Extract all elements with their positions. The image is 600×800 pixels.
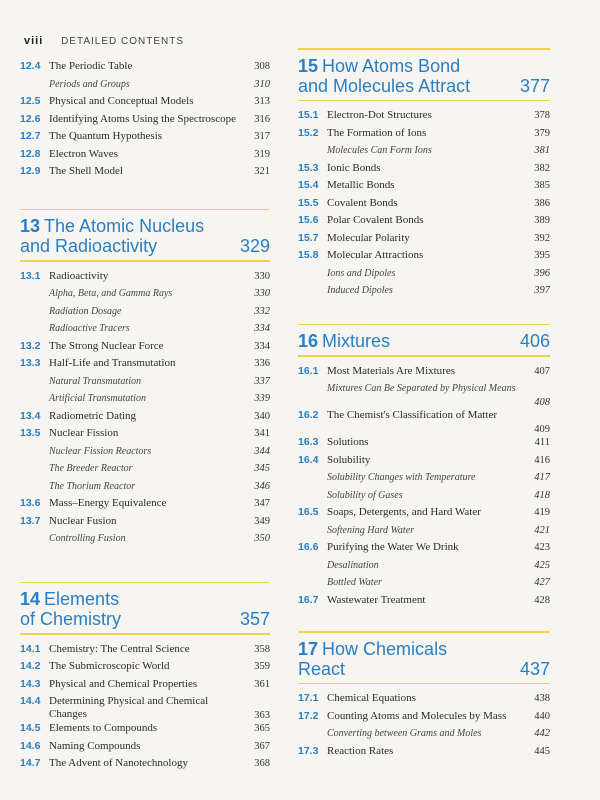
section-title: Induced Dipoles: [327, 285, 393, 296]
chapter-title-line1: The Atomic Nucleus: [44, 216, 205, 236]
section-title: Alpha, Beta, and Gamma Rays: [49, 288, 173, 299]
header-label: DETAILED CONTENTS: [61, 36, 185, 47]
section-title: Determining Physical and Chemical Changes: [49, 695, 209, 720]
chapter-title-line1: Elements: [44, 589, 120, 609]
section-page: 316: [254, 113, 270, 125]
toc-subentry[interactable]: [20, 78, 270, 96]
section-page: 379: [534, 127, 550, 139]
toc-entry[interactable]: [20, 660, 270, 678]
section-page: 395: [534, 250, 550, 261]
toc-entry[interactable]: [298, 214, 550, 232]
section-number: 15.2: [298, 126, 319, 139]
section-title: Molecular Polarity: [327, 231, 410, 244]
section-page: 350: [254, 533, 270, 544]
section-title: Solubility: [327, 453, 371, 466]
section-page: 427: [534, 577, 550, 588]
section-title: Most Materials Are Mixtures: [327, 364, 456, 377]
section-title: Periods and Groups: [49, 78, 130, 90]
section-page: 341: [254, 428, 270, 439]
section-page: 346: [254, 480, 270, 492]
toc-subentry[interactable]: [20, 392, 270, 410]
section-title: Molecular Attractions: [327, 249, 424, 261]
toc-subentry[interactable]: [20, 322, 270, 340]
section-page: 337: [254, 375, 270, 387]
section-title: Identifying Atoms Using the Spectroscope: [49, 112, 236, 125]
chapter-heading[interactable]: [20, 210, 270, 260]
section-number: 16.2: [298, 409, 319, 421]
chapter-entries: [298, 692, 550, 762]
section-number: 12.7: [20, 130, 41, 142]
section-number: 15.6: [298, 214, 319, 226]
chapter-page: 437: [519, 658, 550, 679]
toc-entry[interactable]: [20, 357, 270, 375]
section-number: 17.2: [298, 709, 319, 722]
chapter-bottom-rule: [20, 260, 270, 262]
chapter-bottom-rule: [20, 633, 270, 635]
chapter-heading[interactable]: [298, 325, 550, 355]
toc-subentry[interactable]: [298, 559, 550, 577]
toc-entry[interactable]: [298, 179, 550, 197]
section-page: 358: [254, 643, 270, 655]
section-page: 330: [254, 288, 270, 299]
toc-entry[interactable]: [20, 130, 270, 148]
page-number: viii: [24, 35, 44, 47]
section-title: Electron-Dot Structures: [327, 109, 432, 121]
toc-entry[interactable]: [298, 409, 550, 436]
section-page: 334: [254, 340, 270, 352]
section-number: 13.5: [20, 427, 41, 439]
section-title: Radioactivity: [49, 269, 109, 282]
chapter-14: [20, 582, 270, 775]
chapter-page: 377: [519, 75, 550, 96]
section-number: 13.1: [20, 269, 41, 282]
section-title: Solubility Changes with Temperature: [327, 472, 476, 483]
chapter-title-line2: and Molecules Attract: [298, 75, 471, 96]
chapter-bottom-rule: [298, 100, 550, 102]
section-page: 365: [254, 723, 270, 734]
section-page: 408: [534, 397, 550, 408]
section-title: Softening Hard Water: [327, 524, 415, 536]
toc-entry[interactable]: [298, 109, 550, 127]
section-title: Physical and Conceptual Models: [49, 95, 194, 107]
toc-entry[interactable]: [20, 148, 270, 166]
section-title: Nuclear Fusion: [49, 514, 117, 527]
section-number: 14.4: [20, 695, 41, 707]
section-number: 16.5: [298, 506, 319, 518]
section-page: 385: [534, 180, 550, 191]
section-page: 368: [254, 758, 270, 769]
section-page: 423: [534, 542, 550, 553]
toc-entry[interactable]: [20, 60, 270, 78]
section-page: 419: [534, 507, 550, 518]
section-title: Molecules Can Form Ions: [327, 145, 432, 156]
section-title: Mass–Energy Equivalence: [49, 497, 167, 509]
toc-entry[interactable]: [20, 270, 270, 288]
toc-entry[interactable]: [298, 365, 550, 383]
toc-subentry[interactable]: [20, 462, 270, 480]
section-page: 440: [534, 710, 550, 722]
page-header: [24, 35, 184, 47]
section-number: 12.5: [20, 95, 41, 107]
section-page: 407: [534, 365, 550, 377]
section-title: The Quantum Hypothesis: [49, 130, 163, 142]
section-page: 382: [534, 162, 550, 174]
section-title: Bottled Water: [327, 577, 382, 588]
toc-entry[interactable]: [20, 340, 270, 358]
chapter-number: 13: [20, 216, 41, 236]
section-title: Metallic Bonds: [327, 179, 395, 191]
section-title: Chemical Equations: [327, 692, 416, 704]
section-title: Nuclear Fission Reactors: [49, 445, 152, 457]
toc-subentry[interactable]: [20, 375, 270, 393]
chapter-number: 17: [298, 638, 319, 659]
section-page: 392: [534, 232, 550, 244]
section-number: 13.2: [20, 339, 41, 352]
section-page: 313: [254, 96, 270, 107]
section-page: 428: [534, 594, 550, 606]
chapter-title-line2: and Radioactivity: [20, 236, 158, 256]
section-page: 310: [254, 78, 270, 90]
section-page: 396: [534, 267, 550, 279]
section-title: Nuclear Fission: [49, 427, 119, 439]
section-title: The Shell Model: [49, 165, 123, 177]
section-title: Elements to Compounds: [49, 722, 158, 734]
section-page: 345: [254, 463, 270, 474]
section-title: Radioactive Tracers: [49, 323, 130, 334]
section-page: 367: [254, 740, 270, 752]
section-page: 340: [254, 410, 270, 422]
section-page: 344: [254, 445, 270, 457]
chapter-16: [298, 324, 550, 612]
toc-entry[interactable]: [298, 197, 550, 215]
section-title: Polar Covalent Bonds: [327, 214, 424, 226]
section-title: Covalent Bonds: [327, 196, 398, 209]
section-number: 14.2: [20, 660, 41, 672]
section-page: 330: [254, 270, 270, 282]
chapter-number: 14: [20, 589, 41, 609]
toc-subentry[interactable]: [20, 480, 270, 498]
chapter-title-line2: of Chemistry: [20, 609, 122, 629]
section-title: Desalination: [327, 559, 379, 571]
toc-entry[interactable]: [298, 454, 550, 472]
section-page: 397: [534, 285, 550, 296]
section-number: 13.3: [20, 357, 41, 369]
chapter-17: [298, 631, 550, 762]
section-number: 15.3: [298, 161, 319, 174]
toc-subentry[interactable]: [298, 382, 550, 409]
chapter-title-line1: How Atoms Bond: [322, 55, 461, 76]
section-page: 319: [254, 148, 270, 160]
section-number: 15.4: [298, 179, 319, 191]
toc-entry[interactable]: [20, 95, 270, 113]
section-number: 15.1: [298, 109, 319, 121]
section-number: 17.3: [298, 744, 319, 757]
chapter-heading[interactable]: [298, 633, 550, 683]
toc-entry[interactable]: [298, 594, 550, 612]
chapter-number: 15: [298, 55, 319, 76]
toc-subentry[interactable]: [298, 267, 550, 285]
section-number: 14.3: [20, 677, 41, 690]
section-page: 321: [254, 166, 270, 177]
toc-entry[interactable]: [20, 678, 270, 696]
section-page: 418: [534, 489, 550, 501]
section-title: The Strong Nuclear Force: [49, 339, 164, 352]
section-page: 378: [534, 110, 550, 121]
section-title: The Thorium Reactor: [49, 480, 136, 492]
toc-entry[interactable]: [20, 497, 270, 515]
toc-entry[interactable]: [20, 740, 270, 758]
section-page: 381: [534, 145, 550, 156]
toc-entry[interactable]: [298, 745, 550, 763]
section-number: 15.7: [298, 231, 319, 244]
chapter-page: 329: [239, 236, 270, 256]
section-title: Mixtures Can Be Separated by Physical Means: [327, 383, 516, 394]
section-title: The Breeder Reactor: [49, 463, 133, 474]
section-title: Electron Waves: [49, 147, 118, 160]
toc-entry[interactable]: [20, 643, 270, 661]
section-page: 425: [534, 559, 550, 571]
section-title: Purifying the Water We Drink: [327, 541, 459, 553]
section-page: 416: [534, 454, 550, 466]
toc-subentry[interactable]: [298, 284, 550, 302]
toc-entry[interactable]: [20, 410, 270, 428]
section-page: 417: [534, 472, 550, 483]
section-page: 317: [254, 131, 270, 142]
section-number: 13.6: [20, 497, 41, 509]
chapter-title-line1: Mixtures: [322, 331, 391, 351]
chapter-page: 357: [239, 609, 270, 629]
section-title: Reaction Rates: [327, 744, 394, 757]
toc-entry[interactable]: [20, 113, 270, 131]
section-page: 349: [254, 515, 270, 527]
section-title: Wastewater Treatment: [327, 593, 426, 606]
section-title: The Submicroscopic World: [49, 660, 170, 672]
toc-entry[interactable]: [20, 757, 270, 775]
section-title: Solubility of Gases: [327, 489, 403, 501]
section-title: The Formation of Ions: [327, 126, 427, 139]
chapter-entries: [298, 109, 550, 302]
section-number: 16.6: [298, 541, 319, 553]
toc-subentry[interactable]: [20, 305, 270, 323]
section-title: Half-Life and Transmutation: [49, 357, 176, 369]
section-number: 14.6: [20, 739, 41, 752]
section-page: 332: [254, 305, 270, 317]
section-title: Counting Atoms and Molecules by Mass: [327, 709, 507, 722]
section-title: Ions and Dipoles: [327, 267, 396, 279]
section-page: 445: [534, 745, 550, 757]
section-number: 14.1: [20, 642, 41, 655]
section-number: 14.7: [20, 757, 41, 769]
section-title: Naming Compounds: [49, 739, 141, 752]
section-page: 361: [254, 678, 270, 690]
section-page: 442: [534, 728, 550, 739]
toc-entry[interactable]: [298, 692, 550, 710]
chapter-bottom-rule: [298, 683, 550, 685]
toc-entry[interactable]: [298, 710, 550, 728]
toc-entry[interactable]: [298, 506, 550, 524]
chapter-number: 16: [298, 331, 319, 351]
section-number: 14.5: [20, 722, 41, 734]
chapter-title-line1: How Chemicals: [322, 638, 448, 659]
section-number: 12.8: [20, 147, 41, 160]
section-title: Solutions: [327, 436, 369, 448]
section-title: Converting between Grams and Moles: [327, 728, 482, 739]
toc-subentry[interactable]: [20, 445, 270, 463]
section-number: 16.4: [298, 453, 319, 466]
chapter-title-line2: React: [298, 658, 346, 679]
section-page: 359: [254, 661, 270, 672]
section-page: 438: [534, 693, 550, 704]
section-number: 12.6: [20, 112, 41, 125]
toc-subentry[interactable]: [298, 144, 550, 162]
chapter-entries: [20, 643, 270, 775]
section-title: Controlling Fusion: [49, 533, 126, 544]
toc-subentry[interactable]: [298, 576, 550, 594]
section-title: The Chemist's Classification of Matter: [327, 409, 498, 421]
toc-subentry[interactable]: [298, 524, 550, 542]
chapter-13: [20, 209, 270, 550]
right-column: [298, 48, 550, 762]
section-title: The Advent of Nanotechnology: [49, 757, 188, 769]
section-title: The Periodic Table: [49, 60, 133, 72]
section-title: Chemistry: The Central Science: [49, 642, 190, 655]
toc-entry[interactable]: [20, 695, 270, 722]
section-number: 13.4: [20, 409, 41, 422]
chapter-heading[interactable]: [298, 50, 550, 100]
section-page: 386: [534, 197, 550, 209]
chapter-bottom-rule: [298, 355, 550, 357]
chapter-entries: [20, 270, 270, 550]
toc-subentry[interactable]: [20, 287, 270, 305]
toc-entry[interactable]: [20, 165, 270, 183]
section-title: Soaps, Detergents, and Hard Water: [327, 506, 481, 518]
section-number: 15.8: [298, 249, 319, 261]
section-page: 389: [534, 215, 550, 226]
toc-entry[interactable]: [298, 127, 550, 145]
section-title: Natural Transmutation: [49, 375, 141, 387]
toc-entry[interactable]: [298, 541, 550, 559]
chapter-15: [298, 48, 550, 302]
section-title: Artificial Transmutation: [49, 393, 146, 404]
section-number: 12.4: [20, 60, 41, 72]
section-page: 308: [254, 61, 270, 72]
section-title: Ionic Bonds: [327, 161, 381, 174]
section-page: 347: [254, 498, 270, 509]
section-page: 363: [254, 710, 270, 721]
section-page: 336: [254, 358, 270, 369]
toc-subentry[interactable]: [298, 471, 550, 489]
section-number: 12.9: [20, 165, 41, 177]
section-number: 16.3: [298, 436, 319, 448]
section-page: 339: [254, 393, 270, 404]
chapter-page: 406: [519, 331, 550, 351]
section-page: 334: [254, 323, 270, 334]
chapter-heading[interactable]: [20, 583, 270, 633]
section-number: 16.1: [298, 364, 319, 377]
toc-subentry[interactable]: [298, 489, 550, 507]
section-number: 15.5: [298, 196, 319, 209]
toc-entry[interactable]: [298, 162, 550, 180]
toc-entry[interactable]: [20, 515, 270, 533]
left-column: [20, 60, 270, 775]
section-number: 17.1: [298, 692, 319, 704]
toc-entry[interactable]: [20, 722, 270, 740]
toc-entry[interactable]: [20, 427, 270, 445]
toc-subentry[interactable]: [20, 532, 270, 550]
section-number: 16.7: [298, 593, 319, 606]
chapter-entries: [298, 365, 550, 612]
toc-subentry[interactable]: [298, 727, 550, 745]
toc-entry[interactable]: [298, 436, 550, 454]
section-page: 421: [534, 524, 550, 536]
toc-entry[interactable]: [298, 232, 550, 250]
toc-entry[interactable]: [298, 249, 550, 267]
section-number: 13.7: [20, 514, 41, 527]
section-title: Physical and Chemical Properties: [49, 677, 198, 690]
section-page: 411: [534, 437, 550, 448]
continued-entries: [20, 60, 270, 183]
section-title: Radiation Dosage: [49, 305, 122, 317]
section-title: Radiometric Dating: [49, 409, 137, 422]
section-page: 409: [534, 424, 550, 435]
